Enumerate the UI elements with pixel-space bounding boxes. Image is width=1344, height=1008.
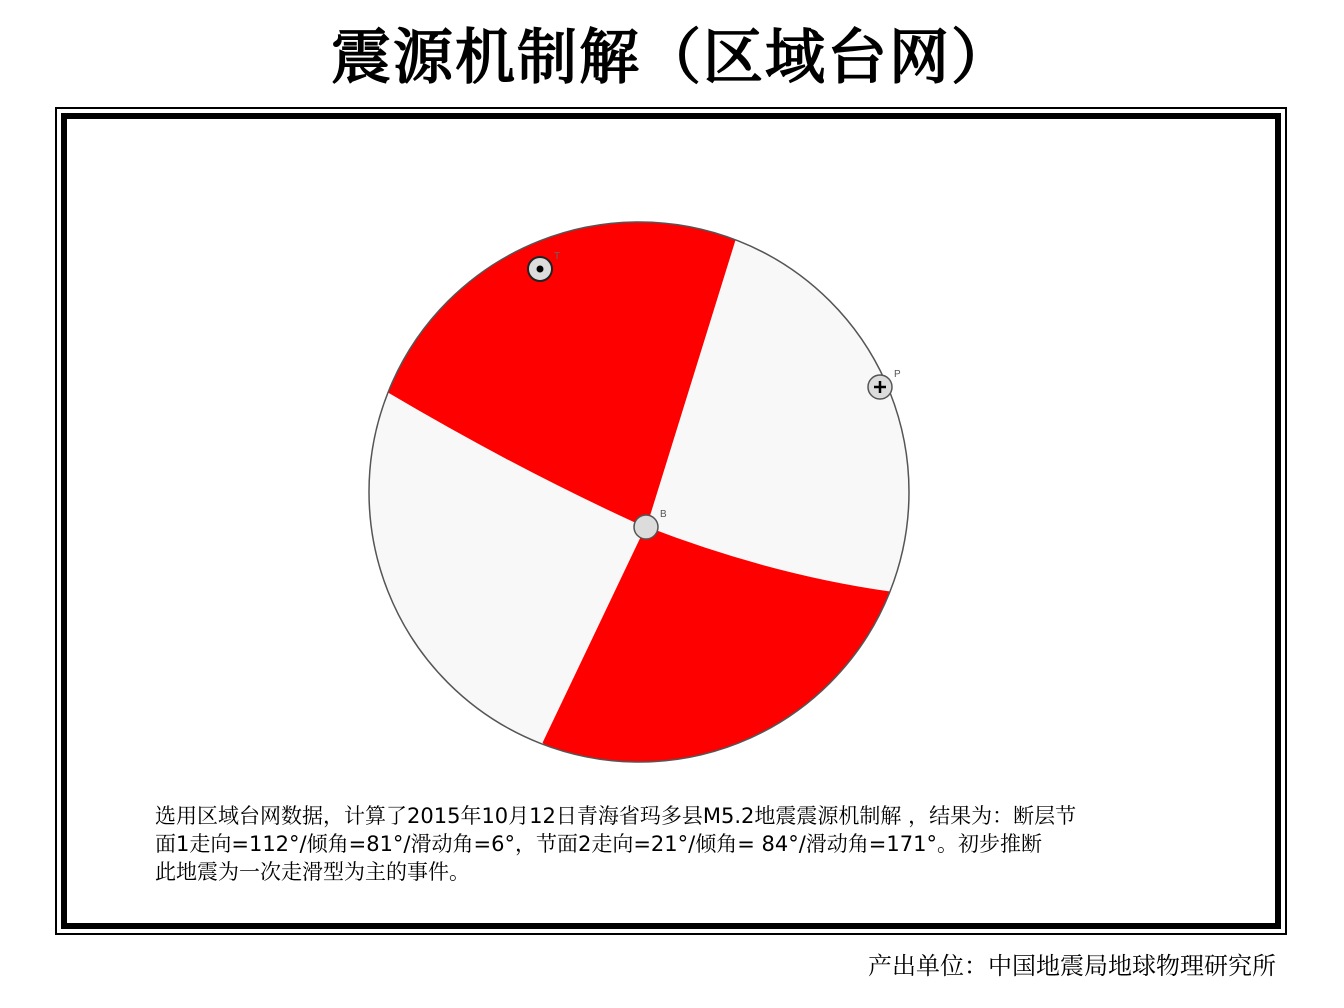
description-line-3: 此地震为一次走滑型为主的事件。	[155, 860, 470, 884]
b-axis-label: B	[660, 509, 667, 520]
page-title: 震源机制解（区域台网）	[331, 23, 1013, 93]
p-axis-label: P	[894, 369, 901, 380]
t-axis-label: T	[554, 251, 561, 262]
result-description	[155, 802, 1195, 886]
description-line-1: 选用区域台网数据，计算了2015年10月12日青海省玛多县M5.2地震震源机制解 ，结果为：断层节	[155, 804, 1077, 828]
producer-credit: 产出单位：中国地震局地球物理研究所	[868, 952, 1276, 980]
description-line-2: 面1走向=112°/倾角=81°/滑动角=6°，节面2走向=21°/倾角= 84°/滑动角=171°。初步推断	[155, 832, 1042, 856]
